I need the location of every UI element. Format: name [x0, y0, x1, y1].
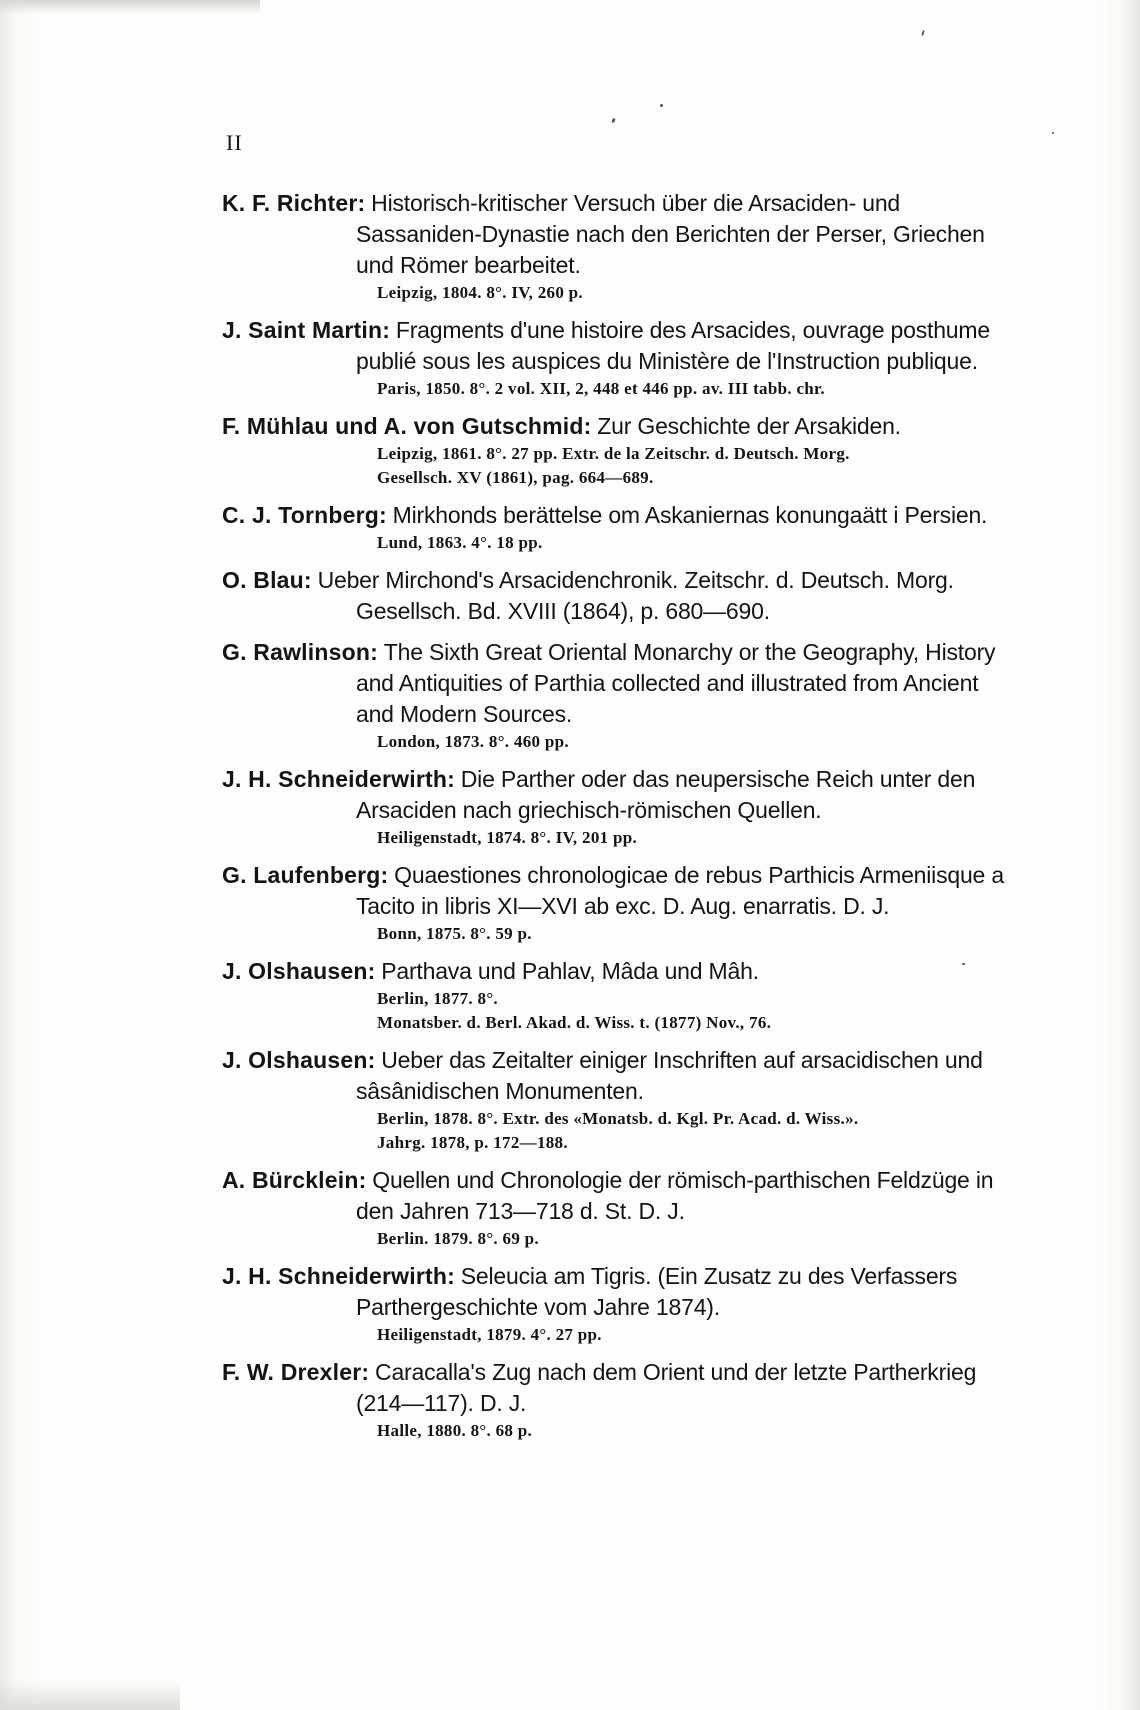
bibliography-entry [222, 315, 1012, 401]
entry-title: Quaestiones chronologicae de rebus Parthicis Armeniisque a Tacito in libris XI—XVI ab exc. D. Aug. enarratis. D. J. [356, 862, 1004, 919]
author-separator: : [447, 1263, 461, 1289]
bibliography-entry [222, 860, 1012, 946]
entry-author: O. Blau [222, 567, 304, 593]
entry-publication: London, 1873. 8°. 460 pp. [377, 732, 569, 751]
entry-author: F. Mühlau und A. von Gutschmid [222, 413, 584, 439]
entry-title-line [222, 860, 1012, 922]
bibliography-entry [222, 1261, 1012, 1347]
bibliography-entry [222, 188, 1012, 305]
entry-title-line [222, 411, 1012, 442]
author-separator: : [361, 1359, 376, 1385]
author-separator: : [367, 1047, 382, 1073]
author-separator: : [382, 317, 396, 343]
entry-title: Fragments d'une histoire des Arsacides, ouvrage posthume publié sous les auspices du Ministère de l'Instruction publique. [356, 317, 990, 374]
entry-author: C. J. Tornberg [222, 502, 379, 528]
bibliography-list [222, 188, 1012, 1453]
entry-title-line [222, 565, 1012, 627]
entry-author: J. Olshausen [222, 1047, 368, 1073]
entry-title-line [222, 1165, 1012, 1227]
entry-publication: Gesellsch. XV (1861), pag. 664—689. [377, 468, 654, 487]
author-separator: : [303, 567, 318, 593]
bibliography-entry [222, 764, 1012, 850]
entry-author: J. Saint Martin [222, 317, 383, 343]
entry-title-line [222, 1045, 1012, 1107]
author-separator: : [583, 413, 598, 439]
entry-publication: Lund, 1863. 4°. 18 pp. [377, 533, 543, 552]
entry-title: Zur Geschichte der Arsakiden. [597, 413, 901, 439]
bibliography-entry [222, 411, 1012, 490]
bibliography-entry [222, 500, 1012, 555]
bibliography-entry [222, 1357, 1012, 1443]
bibliography-entry [222, 1045, 1012, 1155]
entry-publication: Paris, 1850. 8°. 2 vol. XII, 2, 448 et 446 pp. av. III tabb. chr. [377, 379, 825, 398]
entry-title-line [222, 764, 1012, 826]
author-separator: : [380, 862, 395, 888]
scan-edge-shadow-bottom [0, 1680, 180, 1710]
author-separator: : [357, 190, 372, 216]
entry-title-line [222, 956, 1012, 987]
author-separator: : [358, 1167, 373, 1193]
page-folio: II [226, 130, 243, 155]
entry-publication: Berlin. 1879. 8°. 69 p. [377, 1229, 539, 1248]
entry-title-line [222, 315, 1012, 377]
entry-publication: Berlin, 1878. 8°. Extr. des «Monatsb. d. Kgl. Pr. Acad. d. Wiss.». [377, 1109, 859, 1128]
entry-title-line [222, 637, 1012, 730]
entry-title: Caracalla's Zug nach dem Orient und der letzte Partherkrieg (214—117). D. J. [356, 1359, 977, 1416]
entry-publication: Berlin, 1877. 8°. [377, 989, 498, 1008]
scan-speck [1052, 132, 1054, 134]
entry-publication: Bonn, 1875. 8°. 59 p. [377, 924, 532, 943]
entry-author: G. Laufenberg [222, 862, 381, 888]
bibliography-entry [222, 1165, 1012, 1251]
author-separator: : [370, 639, 384, 665]
entry-title: Seleucia am Tigris. (Ein Zusatz zu des Verfassers Parthergeschichte vom Jahre 1874). [356, 1263, 958, 1320]
entry-title: Mirkhonds berättelse om Askaniernas konungaätt i Persien. [392, 502, 988, 528]
bibliography-entry [222, 956, 1012, 1035]
entry-title: The Sixth Great Oriental Monarchy or the Geography, History and Antiquities of Parthia collected and illustrated from Ancient and Modern Sources. [356, 639, 996, 727]
bibliography-entry [222, 565, 1012, 627]
entry-author: J. H. Schneiderwirth [222, 1263, 448, 1289]
entry-publication: Heiligenstadt, 1879. 4°. 27 pp. [377, 1325, 602, 1344]
scan-edge-shadow-top [0, 0, 260, 14]
entry-publication: Monatsber. d. Berl. Akad. d. Wiss. t. (1877) Nov., 76. [377, 1013, 772, 1032]
entry-publication: Jahrg. 1878, p. 172—188. [377, 1133, 568, 1152]
entry-publication: Leipzig, 1861. 8°. 27 pp. Extr. de la Zeitschr. d. Deutsch. Morg. [377, 444, 850, 463]
entry-title: Ueber Mirchond's Arsacidenchronik. Zeitschr. d. Deutsch. Morg. Gesellsch. Bd. XVIII (1864), p. 680—690. [317, 567, 954, 624]
entry-publication: Heiligenstadt, 1874. 8°. IV, 201 pp. [377, 828, 638, 847]
entry-author: J. Olshausen [222, 958, 368, 984]
author-separator: : [447, 766, 461, 792]
entry-publication: Leipzig, 1804. 8°. IV, 260 p. [377, 283, 583, 302]
entry-title: Historisch-kritischer Versuch über die Arsaciden- und Sassaniden-Dynastie nach den Berichten der Perser, Griechen und Römer bearbeitet. [356, 190, 985, 278]
entry-title: Die Parther oder das neupersische Reich unter den Arsaciden nach griechisch-römischen Quellen. [356, 766, 976, 823]
entry-title-line [222, 1357, 1012, 1419]
scan-speck [921, 30, 925, 36]
entry-title: Quellen und Chronologie der römisch-parthischen Feldzüge in den Jahren 713—718 d. St. D. J. [356, 1167, 994, 1224]
entry-title: Ueber das Zeitalter einiger Inschriften auf arsacidischen und sâsânidischen Monumenten. [356, 1047, 983, 1104]
bibliography-entry [222, 637, 1012, 754]
scan-speck [611, 118, 616, 124]
author-separator: : [379, 502, 393, 528]
entry-author: K. F. Richter [222, 190, 358, 216]
entry-author: G. Rawlinson [222, 639, 371, 665]
entry-author: A. Bürcklein [222, 1167, 359, 1193]
entry-title-line [222, 188, 1012, 281]
author-separator: : [367, 958, 382, 984]
entry-publication: Halle, 1880. 8°. 68 p. [377, 1421, 533, 1440]
entry-author: F. W. Drexler [222, 1359, 362, 1385]
scan-speck [660, 104, 663, 107]
entry-title-line [222, 1261, 1012, 1323]
entry-title: Parthava und Pahlav, Mâda und Mâh. [381, 958, 759, 984]
entry-author: J. H. Schneiderwirth [222, 766, 448, 792]
entry-title-line [222, 500, 1012, 531]
